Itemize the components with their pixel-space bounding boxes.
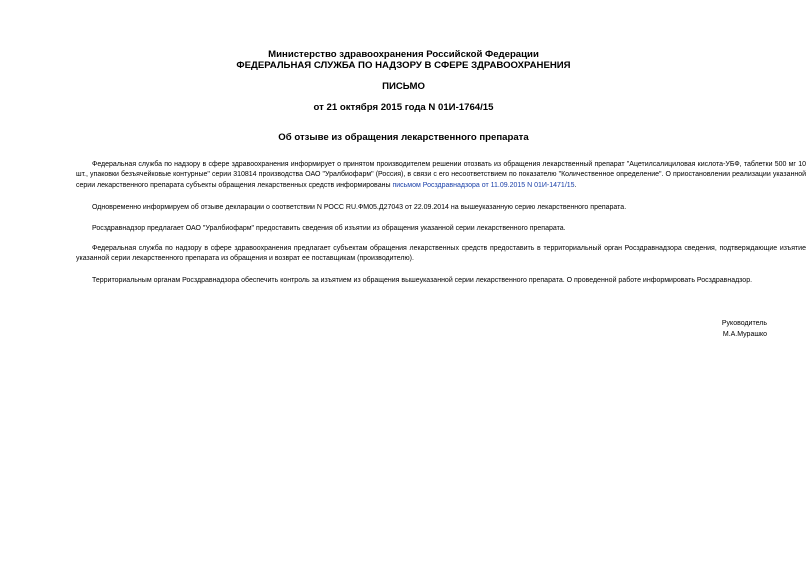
paragraph-recall-decision	[76, 160, 806, 191]
signature-block	[722, 319, 767, 340]
paragraph-manufacturer-request: Росздравнадзор предлагает ОАО "Уралбиофарм" предоставить сведения об изъятии из обращения указанной серии лекарственного препарата.	[92, 225, 566, 232]
document-date-number: от 21 октября 2015 года N 01И-1764/15	[313, 102, 494, 113]
document-type-heading: ПИСЬМО	[382, 81, 425, 92]
document-subject: Об отзыве из обращения лекарственного препарата	[278, 132, 529, 143]
paragraph-territorial-control: Территориальным органам Росздравнадзора обеспечить контроль за изъятием из обращения вышеуказанной серии лекарственного препарата. О проведенной работе информировать Росздравнадзор.	[92, 277, 753, 284]
ministry-heading: Министерство здравоохранения Российской Федерации	[268, 49, 539, 60]
signatory-name: М.А.Мурашко	[722, 330, 767, 338]
paragraph-subjects-request: Федеральная служба по надзору в сфере здравоохранения предлагает субъектам обращения лекарственных средств предоставить в территориальный орган Росздравнадзора сведения, подтверждающие изъятие указанной серии лекарственного препарата из обращения и возврат ее поставщикам (производителю).	[76, 245, 806, 263]
paragraph-declaration-recall: Одновременно информируем об отзыве декларации о соответствии N РОСС RU.ФМ05.Д27043 от 22.09.2014 на вышеуказанную серию лекарственного препарата.	[92, 204, 627, 211]
service-heading: ФЕДЕРАЛЬНАЯ СЛУЖБА ПО НАДЗОРУ В СФЕРЕ ЗДРАВООХРАНЕНИЯ	[236, 60, 571, 71]
paragraph-recall-decision-end: .	[574, 181, 577, 189]
signatory-position: Руководитель	[721, 320, 767, 327]
roszdravnadzor-letter-link[interactable]: письмом Росздравнадзора от 11.09.2015 N 01И-1471/15	[392, 181, 575, 189]
paragraph-recall-decision-text: Федеральная служба по надзору в сфере здравоохранения информирует о принятом производителем решении отозвать из обращения лекарственный препарат "Ацетилсалициловая кислота-УБФ, таблетки 500 мг 10 шт., упаковки безъячейковые контурные" серии 310814 производства ОАО "Уралбиофарм" (Россия), в связи с его несоответствием по показателю "Количественное определение". О приостановлении реализации указанной серии лекарственного препарата субъекты обращения лекарственных средств информированы	[76, 161, 806, 189]
